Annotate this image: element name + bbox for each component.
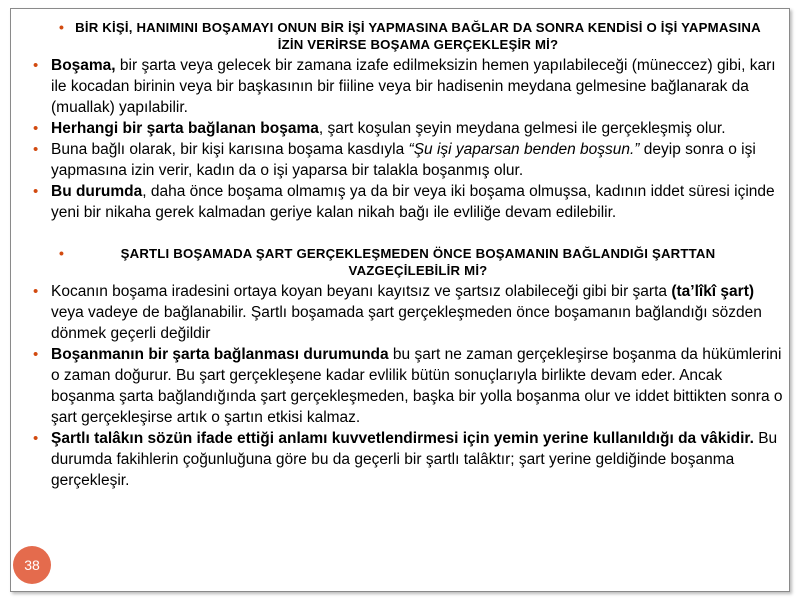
heading-2-text: ŞARTLI BOŞAMADA ŞART GERÇEKLEŞMEDEN ÖNCE BOŞAMANIN BAĞLANDIĞI ŞARTTAN VAZGEÇİLEBİLİR Mİ?	[120, 246, 716, 278]
paragraph-2-bold: Herhangi bir şarta bağlanan boşama	[51, 120, 319, 137]
bullet-icon: •	[33, 141, 39, 158]
bullet-icon: •	[33, 57, 39, 74]
paragraph-5	[33, 281, 783, 344]
paragraph-5-bold: (ta’lîkî şart)	[671, 283, 755, 300]
section-heading-2	[33, 245, 783, 279]
paragraph-3	[33, 139, 783, 181]
slide-frame	[10, 8, 790, 592]
bullet-icon: •	[33, 283, 39, 300]
paragraph-4-bold: Bu durumda	[51, 183, 143, 200]
paragraph-7	[33, 428, 783, 491]
bullet-icon: •	[33, 120, 39, 137]
section-heading-1	[33, 19, 783, 53]
paragraph-7-bold: Şartlı talâkın sözün ifade ettiği anlamı kuvvetlendirmesi için yemin yerine kullanıldığı da vâkidir.	[51, 430, 754, 447]
paragraph-1-bold: Boşama,	[51, 57, 116, 74]
bullet-icon: •	[59, 245, 65, 261]
page-number-badge: 38	[13, 546, 51, 584]
paragraph-3-pre: Buna bağlı olarak, bir kişi karısına boşama kasdıyla	[51, 141, 409, 158]
paragraph-4-text: , daha önce boşama olmamış ya da bir veya iki boşama olmuşsa, kadının iddet süresi içinde yeni bir nikaha gerek kalmadan geriye kalan nikah bağı ile evliliğe devam edilebilir.	[51, 183, 775, 221]
paragraph-6-bold: Boşanmanın bir şarta bağlanması durumunda	[51, 346, 389, 363]
paragraph-2	[33, 118, 783, 139]
bullet-icon: •	[33, 430, 39, 447]
paragraph-5-post: veya vadeye de bağlanabilir. Şartlı boşamada şart gerçekleşmeden önce boşamanın bağlandığı sözden dönmek geçerli değildir	[51, 304, 762, 342]
paragraph-3-post: deyip sonra o işi yapmasına izin verir, kadın da o işi yaparsa bir talakla boşanmış olur.	[51, 141, 756, 179]
heading-1-text: BİR KİŞİ, HANIMINI BOŞAMAYI ONUN BİR İŞİ YAPMASINA BAĞLAR DA SONRA KENDİSİ O İŞİ YAPMASINA İZİN VERİRSE BOŞAMA GERÇEKLEŞİR Mİ?	[75, 20, 761, 52]
paragraph-7-text: Bu durumda fakihlerin çoğunluğuna göre bu da geçerli bir şartlı talâktır; şart yerine geldiğinde boşanma gerçekleşir.	[51, 430, 778, 489]
bullet-icon: •	[33, 346, 39, 363]
bullet-icon: •	[33, 183, 39, 200]
paragraph-5-pre: Kocanın boşama iradesini ortaya koyan beyanı kayıtsız ve şartsız olabileceği gibi bir şarta	[51, 283, 672, 300]
paragraph-2-text: , şart koşulan şeyin meydana gelmesi ile gerçekleşmiş olur.	[318, 120, 726, 137]
paragraph-6-text: bu şart ne zaman gerçekleşirse boşanma da hükümlerini o zaman doğurur. Bu şart gerçekleşene kadar evlilik bütün sonuçlarıyla birlikte devam eder. Ancak boşanma şarta bağlandığında şart gerçekleşmeden, başka bir yolla boşanma olur ve iddet bittikten sonra o şart gerçekleşirse artık o şartın etkisi kalmaz.	[51, 346, 783, 426]
bullet-icon: •	[59, 19, 65, 35]
slide-content	[33, 19, 783, 491]
paragraph-1-text: bir şarta veya gelecek bir zamana izafe edilmeksizin hemen yapılabileceği (müneccez) gibi, karı ile kocadan birinin veya bir başkasının bir fiiline veya bir hadisenin meydana gelmesine bağlanarak da (muallak) yapılabilir.	[51, 57, 776, 116]
paragraph-6	[33, 344, 783, 428]
paragraph-3-quote: “Şu işi yaparsan benden boşsun.”	[408, 141, 640, 158]
paragraph-4	[33, 181, 783, 223]
paragraph-1	[33, 55, 783, 118]
